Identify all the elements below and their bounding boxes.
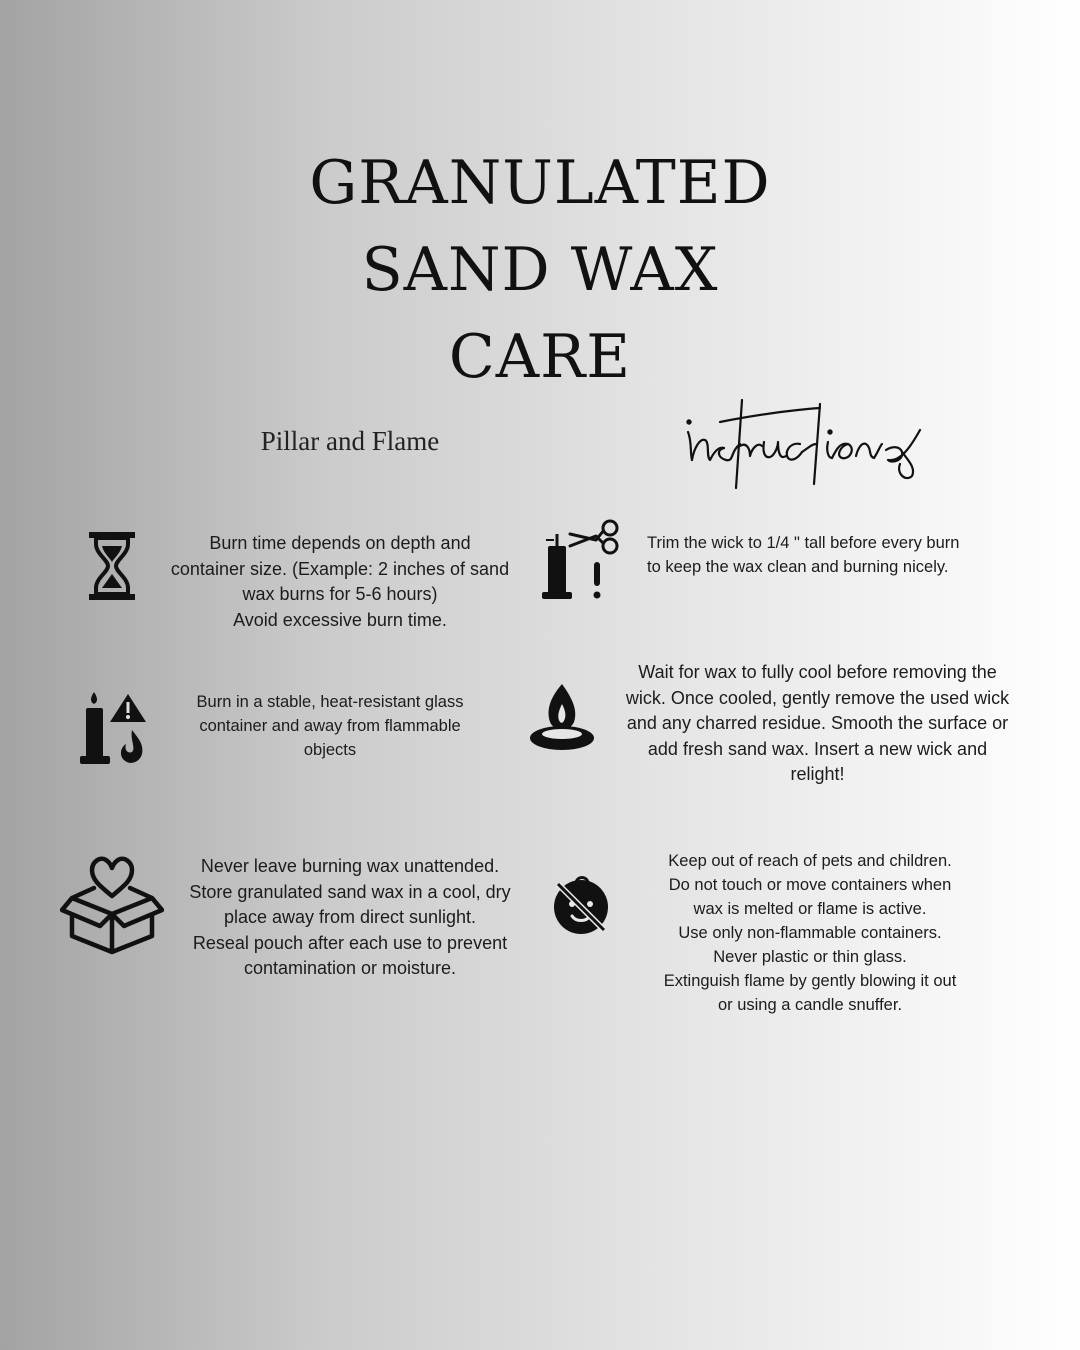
text-line: Store granulated sand wax in a cool, dry <box>189 881 511 902</box>
text-line: Keep out of reach of pets and children. <box>668 852 952 870</box>
trim-wick-icon <box>540 518 622 602</box>
text-line: container size. (Example: 2 inches of sand <box>170 558 510 579</box>
page-title <box>0 140 1080 401</box>
text-line: Use only non-flammable containers. <box>678 924 942 942</box>
text-line: wax burns for 5-6 hours) <box>242 584 438 604</box>
text-line: container and away from flammable <box>199 717 461 735</box>
stable-container-text <box>165 690 495 762</box>
gift-box-heart-icon <box>60 852 164 956</box>
text-line: relight! <box>790 764 845 784</box>
title-line: SAND WAX <box>361 235 719 305</box>
text-line: Avoid excessive burn time. <box>233 609 447 630</box>
text-line: or using a candle snuffer. <box>717 996 903 1014</box>
text-line: wax is melted or flame is active. <box>693 900 927 918</box>
burn-time-text <box>150 531 530 633</box>
brand-name: Pillar and Flame <box>260 426 440 456</box>
text-line: add fresh sand wax. Insert a new wick and <box>647 738 988 759</box>
unattended-storage-text <box>170 854 530 982</box>
text-line: Wait for wax to fully cool before removing the <box>638 662 997 682</box>
text-line: to keep the wax clean and burning nicely. <box>647 558 949 576</box>
text-line: Burn time depends on depth and <box>209 533 471 553</box>
no-children-icon <box>550 874 612 936</box>
hourglass-icon <box>86 530 138 602</box>
text-line: Trim the wick to 1/4 " tall before every burn <box>647 534 960 552</box>
tealight-flame-icon <box>528 682 596 756</box>
instructions-script-wordmark <box>680 390 940 500</box>
text-line: Do not touch or move containers when <box>668 876 952 894</box>
text-line: Extinguish flame by gently blowing it out <box>663 972 957 990</box>
trim-wick-text <box>615 531 1025 579</box>
text-line: place away from direct sunlight. <box>223 907 477 927</box>
safety-text <box>630 849 990 1017</box>
text-line: and any charred residue. Smooth the surface or <box>626 713 1009 733</box>
text-line: contamination or moisture. <box>243 958 457 978</box>
candle-warning-icon <box>78 690 148 766</box>
text-line: Burn in a stable, heat-resistant glass <box>196 693 464 711</box>
title-line: CARE <box>448 322 632 392</box>
text-line: objects <box>303 741 357 759</box>
title-line: GRANULATED <box>309 148 771 218</box>
text-line: wick. Once cooled, gently remove the used wick <box>625 687 1010 708</box>
text-line: Never plastic or thin glass. <box>713 948 907 966</box>
text-line: Never leave burning wax unattended. <box>200 856 500 876</box>
text-line: Reseal pouch after each use to prevent <box>192 932 508 953</box>
cool-and-rewick-text <box>605 660 1030 788</box>
